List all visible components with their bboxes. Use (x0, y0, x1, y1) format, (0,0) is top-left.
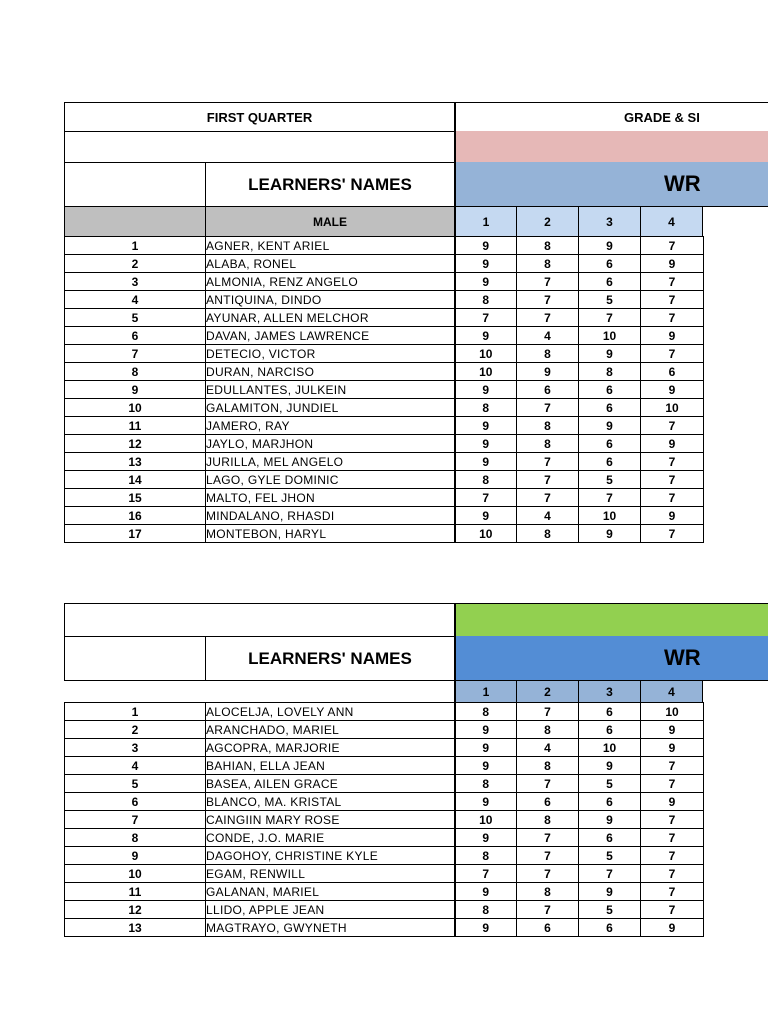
table-row (65, 775, 704, 793)
score-cell: 5 (579, 847, 641, 865)
score-cell: 8 (517, 345, 579, 363)
score-cell: 6 (579, 703, 641, 721)
table-row (65, 721, 704, 739)
score-cell: 6 (517, 381, 579, 399)
table-row (65, 273, 704, 291)
score-cell: 7 (517, 309, 579, 327)
learner-name: MALTO, FEL JHON (206, 489, 455, 507)
score-cell: 9 (455, 381, 517, 399)
row-number: 13 (65, 453, 206, 471)
score-cell: 7 (641, 811, 704, 829)
score-cell: 7 (517, 489, 579, 507)
learners-names-header-bottom: LEARNERS' NAMES (205, 636, 455, 681)
score-cell: 7 (641, 901, 704, 919)
score-cell: 7 (641, 471, 704, 489)
score-cell: 9 (455, 793, 517, 811)
score-cell: 7 (517, 471, 579, 489)
quarter-label: FIRST QUARTER (64, 102, 455, 132)
table-row (65, 399, 704, 417)
score-cell: 7 (641, 757, 704, 775)
number-header-cell (64, 162, 206, 207)
row-number: 1 (65, 703, 206, 721)
score-cell: 7 (517, 865, 579, 883)
score-cell: 6 (579, 721, 641, 739)
table-row (65, 739, 704, 757)
table-row (65, 309, 704, 327)
score-cell: 9 (641, 739, 704, 757)
score-cell: 6 (579, 399, 641, 417)
table-row (65, 525, 704, 543)
score-cell: 6 (579, 793, 641, 811)
score-cell: 7 (579, 489, 641, 507)
score-cell: 7 (517, 901, 579, 919)
score-cell: 7 (641, 489, 704, 507)
learner-name: JAMERO, RAY (206, 417, 455, 435)
gender-label-male: MALE (205, 206, 455, 237)
grade-section-label: GRADE & SI (454, 102, 768, 132)
table-row (65, 363, 704, 381)
score-cell: 9 (641, 507, 704, 525)
score-cell: 8 (455, 775, 517, 793)
score-col-3-bottom: 3 (578, 680, 641, 703)
score-cell: 7 (641, 847, 704, 865)
score-cell: 7 (579, 309, 641, 327)
written-work-header-bottom: WR (454, 636, 768, 681)
score-cell: 9 (579, 525, 641, 543)
learner-name: CAINGIIN MARY ROSE (206, 811, 455, 829)
row-number: 8 (65, 829, 206, 847)
row-number: 4 (65, 291, 206, 309)
learner-name: LAGO, GYLE DOMINIC (206, 471, 455, 489)
score-col-4: 4 (640, 206, 703, 237)
score-cell: 9 (641, 381, 704, 399)
score-cell: 5 (579, 775, 641, 793)
score-cell: 10 (455, 363, 517, 381)
row-number: 3 (65, 273, 206, 291)
score-cell: 5 (579, 901, 641, 919)
row-number: 1 (65, 237, 206, 255)
learner-name: AYUNAR, ALLEN MELCHOR (206, 309, 455, 327)
learner-name: AGCOPRA, MARJORIE (206, 739, 455, 757)
score-cell: 8 (455, 291, 517, 309)
score-cell: 8 (517, 255, 579, 273)
score-cell: 7 (455, 309, 517, 327)
score-cell: 9 (641, 919, 704, 937)
score-cell: 6 (579, 829, 641, 847)
score-cell: 8 (579, 363, 641, 381)
learner-name: ALMONIA, RENZ ANGELO (206, 273, 455, 291)
learner-name: MINDALANO, RHASDI (206, 507, 455, 525)
row-number: 6 (65, 793, 206, 811)
score-cell: 7 (455, 865, 517, 883)
score-cell: 7 (455, 489, 517, 507)
score-cell: 9 (455, 739, 517, 757)
score-cell: 8 (455, 399, 517, 417)
score-cell: 10 (579, 739, 641, 757)
score-cell: 9 (579, 757, 641, 775)
score-cell: 9 (641, 327, 704, 345)
score-cell: 7 (517, 703, 579, 721)
score-cell: 8 (517, 237, 579, 255)
row-number: 13 (65, 919, 206, 937)
score-cell: 7 (641, 291, 704, 309)
score-cell: 9 (579, 883, 641, 901)
learner-name: BAHIAN, ELLA JEAN (206, 757, 455, 775)
learner-name: CONDE, J.O. MARIE (206, 829, 455, 847)
learner-name: DAGOHOY, CHRISTINE KYLE (206, 847, 455, 865)
score-col-1: 1 (454, 206, 517, 237)
learner-name: MONTEBON, HARYL (206, 525, 455, 543)
score-cell: 7 (641, 345, 704, 363)
learner-name: DETECIO, VICTOR (206, 345, 455, 363)
row-number: 2 (65, 721, 206, 739)
score-cell: 9 (455, 417, 517, 435)
learner-name: ALOCELJA, LOVELY ANN (206, 703, 455, 721)
learner-name: ALABA, RONEL (206, 255, 455, 273)
learner-name: JAYLO, MARJHON (206, 435, 455, 453)
score-cell: 9 (455, 883, 517, 901)
table-row (65, 793, 704, 811)
score-cell: 6 (579, 919, 641, 937)
table-row (65, 919, 704, 937)
score-col-1-bottom: 1 (454, 680, 517, 703)
score-cell: 6 (579, 435, 641, 453)
score-cell: 7 (641, 237, 704, 255)
score-cell: 7 (641, 525, 704, 543)
score-cell: 10 (455, 525, 517, 543)
table-row (65, 417, 704, 435)
table-row (65, 345, 704, 363)
score-cell: 10 (579, 327, 641, 345)
score-cell: 6 (579, 453, 641, 471)
score-cell: 7 (517, 775, 579, 793)
blank-header-cell-bottom (64, 603, 455, 637)
score-cell: 8 (455, 703, 517, 721)
score-cell: 9 (455, 919, 517, 937)
table-row (65, 435, 704, 453)
table-row (65, 829, 704, 847)
score-cell: 9 (455, 237, 517, 255)
score-cell: 9 (641, 255, 704, 273)
table-row (65, 847, 704, 865)
score-cell: 7 (517, 829, 579, 847)
table-row (65, 471, 704, 489)
score-cell: 10 (455, 345, 517, 363)
gray-band (64, 206, 206, 237)
table-row (65, 901, 704, 919)
score-cell: 8 (517, 435, 579, 453)
score-cell: 9 (455, 453, 517, 471)
score-cell: 6 (579, 381, 641, 399)
learner-name: MAGTRAYO, GWYNETH (206, 919, 455, 937)
score-cell: 9 (641, 793, 704, 811)
score-cell: 10 (579, 507, 641, 525)
score-cell: 6 (517, 793, 579, 811)
score-cell: 7 (517, 847, 579, 865)
row-number: 7 (65, 345, 206, 363)
table-row (65, 255, 704, 273)
score-cell: 10 (455, 811, 517, 829)
score-cell: 9 (455, 327, 517, 345)
row-number: 10 (65, 399, 206, 417)
score-cell: 8 (517, 525, 579, 543)
score-col-2-bottom: 2 (516, 680, 579, 703)
score-cell: 6 (579, 273, 641, 291)
learner-name: LLIDO, APPLE JEAN (206, 901, 455, 919)
row-number: 7 (65, 811, 206, 829)
pink-band (454, 131, 768, 163)
number-header-cell-bottom (64, 636, 206, 681)
score-cell: 9 (455, 255, 517, 273)
score-cell: 7 (641, 865, 704, 883)
learner-name: AGNER, KENT ARIEL (206, 237, 455, 255)
row-number: 11 (65, 883, 206, 901)
score-cell: 10 (641, 399, 704, 417)
learner-name: EGAM, RENWILL (206, 865, 455, 883)
row-number: 2 (65, 255, 206, 273)
row-number: 10 (65, 865, 206, 883)
male-learners-table (64, 236, 704, 543)
row-number: 5 (65, 775, 206, 793)
score-cell: 7 (517, 399, 579, 417)
score-cell: 7 (517, 291, 579, 309)
learner-name: DAVAN, JAMES LAWRENCE (206, 327, 455, 345)
score-cell: 6 (641, 363, 704, 381)
score-cell: 7 (641, 273, 704, 291)
score-cell: 9 (579, 811, 641, 829)
score-cell: 8 (517, 757, 579, 775)
score-col-4-bottom: 4 (640, 680, 703, 703)
table-row (65, 883, 704, 901)
learner-name: GALANAN, MARIEL (206, 883, 455, 901)
row-number: 4 (65, 757, 206, 775)
row-number: 17 (65, 525, 206, 543)
score-cell: 8 (455, 901, 517, 919)
row-number: 14 (65, 471, 206, 489)
table-row (65, 489, 704, 507)
learner-name: BASEA, AILEN GRACE (206, 775, 455, 793)
blank-header-cell (64, 131, 455, 163)
learner-name: EDULLANTES, JULKEIN (206, 381, 455, 399)
row-number: 3 (65, 739, 206, 757)
table-row (65, 703, 704, 721)
score-cell: 8 (517, 811, 579, 829)
table-row (65, 381, 704, 399)
score-col-2: 2 (516, 206, 579, 237)
table-row (65, 291, 704, 309)
score-cell: 7 (641, 775, 704, 793)
row-number: 9 (65, 847, 206, 865)
row-number: 12 (65, 435, 206, 453)
score-cell: 9 (455, 435, 517, 453)
score-cell: 8 (517, 883, 579, 901)
score-cell: 9 (455, 757, 517, 775)
score-cell: 10 (641, 703, 704, 721)
score-cell: 7 (641, 883, 704, 901)
row-number: 9 (65, 381, 206, 399)
score-cell: 8 (455, 471, 517, 489)
learner-name: GALAMITON, JUNDIEL (206, 399, 455, 417)
score-cell: 7 (641, 453, 704, 471)
table-row (65, 811, 704, 829)
table-row (65, 757, 704, 775)
green-band (454, 603, 768, 637)
score-cell: 6 (579, 255, 641, 273)
row-number: 8 (65, 363, 206, 381)
score-cell: 4 (517, 739, 579, 757)
score-cell: 9 (579, 345, 641, 363)
score-cell: 8 (517, 417, 579, 435)
score-cell: 7 (641, 829, 704, 847)
score-cell: 4 (517, 327, 579, 345)
learner-name: ANTIQUINA, DINDO (206, 291, 455, 309)
score-cell: 7 (517, 273, 579, 291)
learner-name: DURAN, NARCISO (206, 363, 455, 381)
learner-name: BLANCO, MA. KRISTAL (206, 793, 455, 811)
row-number: 16 (65, 507, 206, 525)
table-row (65, 865, 704, 883)
score-cell: 9 (455, 829, 517, 847)
row-number: 6 (65, 327, 206, 345)
score-col-3: 3 (578, 206, 641, 237)
table-row (65, 453, 704, 471)
learner-name: JURILLA, MEL ANGELO (206, 453, 455, 471)
score-cell: 5 (579, 291, 641, 309)
score-cell: 9 (641, 435, 704, 453)
score-cell: 9 (579, 417, 641, 435)
score-cell: 7 (641, 417, 704, 435)
table-row (65, 327, 704, 345)
score-cell: 9 (579, 237, 641, 255)
score-cell: 7 (641, 309, 704, 327)
female-learners-table (64, 702, 704, 937)
table-row (65, 237, 704, 255)
score-cell: 4 (517, 507, 579, 525)
score-cell: 7 (517, 453, 579, 471)
score-cell: 8 (455, 847, 517, 865)
score-cell: 7 (579, 865, 641, 883)
score-cell: 9 (455, 721, 517, 739)
table-row (65, 507, 704, 525)
row-number: 12 (65, 901, 206, 919)
row-number: 11 (65, 417, 206, 435)
row-number: 5 (65, 309, 206, 327)
score-cell: 9 (455, 507, 517, 525)
row-number: 15 (65, 489, 206, 507)
learner-name: ARANCHADO, MARIEL (206, 721, 455, 739)
score-cell: 5 (579, 471, 641, 489)
written-work-header: WR (454, 162, 768, 207)
score-cell: 9 (455, 273, 517, 291)
learners-names-header: LEARNERS' NAMES (205, 162, 455, 207)
score-cell: 9 (641, 721, 704, 739)
score-cell: 9 (517, 363, 579, 381)
score-cell: 8 (517, 721, 579, 739)
score-cell: 6 (517, 919, 579, 937)
